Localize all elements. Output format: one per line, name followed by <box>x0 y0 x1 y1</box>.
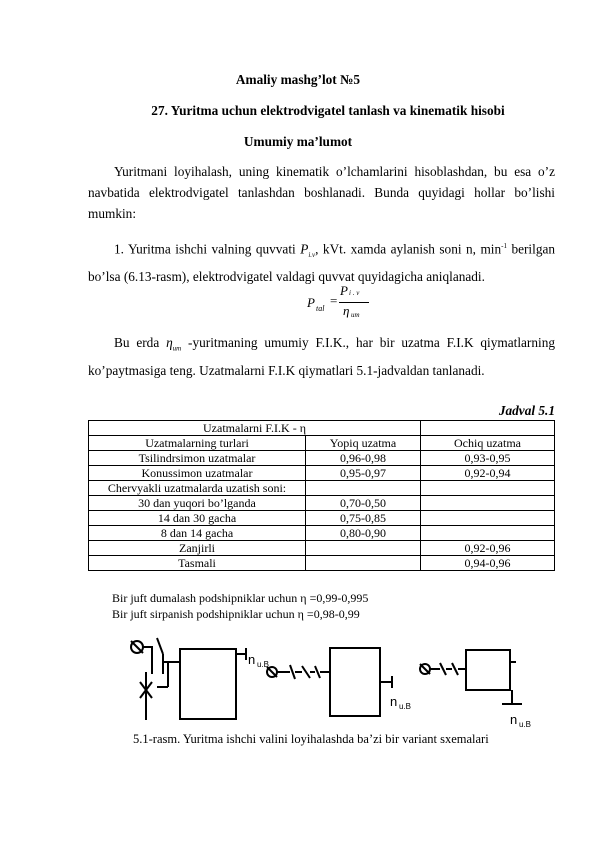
topic-title: 27. Yuritma uchun elektrodvigatel tanlash va kinematik hisobi <box>151 103 505 118</box>
output-speed-label-2: n <box>390 694 398 709</box>
paragraph-efficiency-text-b: -yuritmaning umumiy F.I.K., har bir uzatma F.I.K qiymatlarning ko’paytmasiga teng. Uzatmalarni F.I.K qiymatlari 5.1-jadvaldan tanlanadi. <box>88 335 556 378</box>
formula-lhs: P <box>307 295 315 310</box>
table-cell: 0,96-0,98 <box>306 451 421 466</box>
table-cell: 14 dan 30 gacha <box>89 511 306 526</box>
efficiency-table <box>88 420 555 571</box>
table-row <box>89 496 555 511</box>
table-cell: Konussimon uzatmalar <box>89 466 306 481</box>
scheme-1 <box>131 638 246 720</box>
output-speed-subscript-3: u.B <box>519 720 532 729</box>
paragraph-efficiency <box>88 332 555 381</box>
practice-title: Amaliy mashg’lot №5 <box>235 72 361 87</box>
formula-numerator-sub: i . v <box>349 289 360 297</box>
paragraph-case-1-text-b: , kVt. xamda aylanish soni n, min <box>315 241 502 257</box>
gearbox-block <box>466 650 510 690</box>
note-rolling-bearings: Bir juft dumalash podshipniklar uchun η =0,99-0,995 <box>112 591 369 605</box>
table-cell <box>421 526 555 541</box>
table-cell <box>421 481 555 496</box>
output-speed-label-1: n <box>248 652 256 667</box>
table-row <box>89 511 555 526</box>
scheme-2 <box>267 648 392 716</box>
scheme-3 <box>420 650 522 704</box>
paragraph-case-1-text-c: berilgan bo’lsa (6.13-rasm), elektrodvigatel valdagi quvvat quyidagicha aniqlanadi. <box>88 241 556 285</box>
table-title-row <box>89 421 555 436</box>
table-cell: 8 dan 14 gacha <box>89 526 306 541</box>
paragraph-case-1-text-a: 1. Yuritma ishchi valning quvvati <box>114 241 301 257</box>
table-header-row <box>89 436 555 451</box>
table-cell: 0,75-0,85 <box>306 511 421 526</box>
table-row <box>89 541 555 556</box>
table-cell: 0,80-0,90 <box>306 526 421 541</box>
gearbox-block <box>180 649 236 719</box>
output-speed-subscript-1: u.B <box>257 660 270 669</box>
table-cell: Chervyakli uzatmalarda uzatish soni: <box>89 481 306 496</box>
table-cell <box>306 541 421 556</box>
table-cell: 0,70-0,50 <box>306 496 421 511</box>
table-row <box>89 526 555 541</box>
power-subscript: i.v <box>308 251 316 260</box>
table-cell <box>421 511 555 526</box>
table-cell <box>306 481 421 496</box>
eta-symbol: η <box>166 335 173 350</box>
table-cell: 0,93-0,95 <box>421 451 555 466</box>
rpm-superscript: -1 <box>501 242 507 250</box>
formula-denominator: η <box>343 303 350 318</box>
formula-lhs-sub: tal <box>316 304 325 313</box>
table-cell: 0,92-0,94 <box>421 466 555 481</box>
table-cell <box>421 421 555 436</box>
figure-caption: 5.1-rasm. Yuritma ishchi valini loyihalashda ba’zi bir variant sxemalari <box>133 732 489 746</box>
output-speed-label-3: n <box>510 712 518 727</box>
table-cell: Zanjirli <box>89 541 306 556</box>
header-closed: Yopiq uzatma <box>306 436 421 451</box>
table-cell: Tasmali <box>89 556 306 571</box>
table-cell <box>306 556 421 571</box>
paragraph-efficiency-text-a: Bu erda <box>114 335 167 350</box>
paragraph-intro-text: Yuritmani loyihalash, uning kinematik o’lchamlarini hisoblashdan, bu esa o’z navbatida elektrodvigatel tanlashdan boshlanadi. Bunda quyidagi hollar bo’lishi mumkin: <box>88 164 555 221</box>
table-title: Uzatmalarni F.I.K - η <box>89 421 421 436</box>
note-sliding-bearings: Bir juft sirpanish podshipniklar uchun η =0,98-0,99 <box>112 607 360 621</box>
formula-denominator-sub: um <box>351 311 360 319</box>
table-cell: 0,95-0,97 <box>306 466 421 481</box>
table-cell: 30 dan yuqori bo’lganda <box>89 496 306 511</box>
table-cell: Tsilindrsimon uzatmalar <box>89 451 306 466</box>
eta-subscript: um <box>172 344 182 353</box>
power-formula <box>307 285 397 325</box>
output-speed-subscript-2: u.B <box>399 702 412 711</box>
formula-numerator: P <box>340 283 348 298</box>
table-cell: 0,94-0,96 <box>421 556 555 571</box>
table-cell: 0,92-0,96 <box>421 541 555 556</box>
table-caption: Jadval 5.1 <box>498 403 555 418</box>
drive-schemes-figure <box>120 632 560 732</box>
table-row <box>89 556 555 571</box>
table-row <box>89 466 555 481</box>
table-row <box>89 481 555 496</box>
table-cell <box>421 496 555 511</box>
header-type: Uzatmalarning turlari <box>89 436 306 451</box>
header-open: Ochiq uzatma <box>421 436 555 451</box>
section-title: Umumiy ma’lumot <box>243 134 353 149</box>
paragraph-case-1 <box>88 236 555 287</box>
formula-equals: = <box>330 293 338 308</box>
table-row <box>89 451 555 466</box>
gearbox-block <box>330 648 380 716</box>
power-symbol: P <box>300 241 309 257</box>
paragraph-intro <box>88 161 555 224</box>
